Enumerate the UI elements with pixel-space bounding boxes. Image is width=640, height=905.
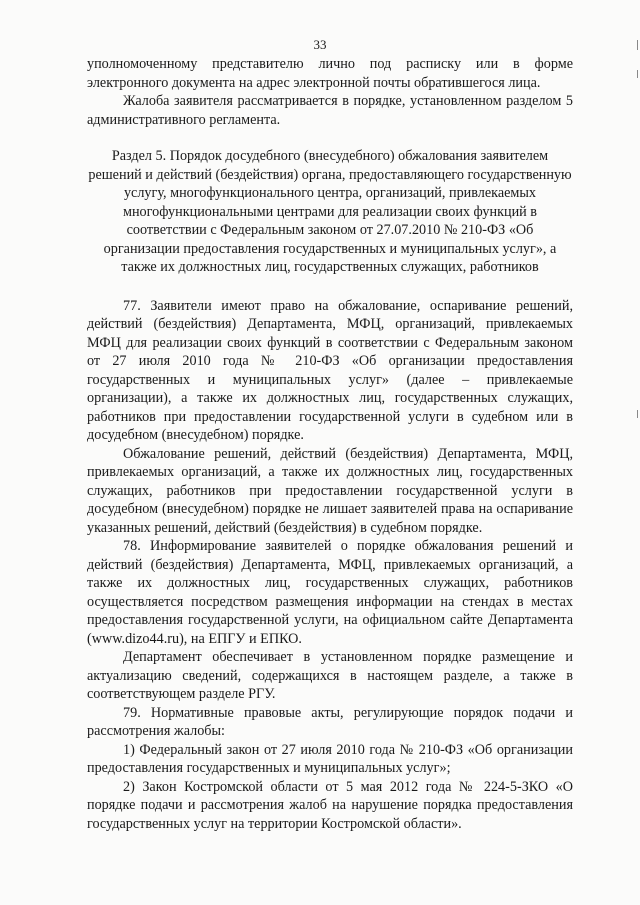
paragraph: 79. Нормативные правовые акты, регулирующие порядок подачи и рассмотрения жалобы: bbox=[87, 704, 573, 739]
page-number: 33 bbox=[313, 37, 327, 52]
list-item: 2) Закон Костромской области от 5 мая 2012 года № 224-5-ЗКО «О порядке подачи и рассмотрения жалоб на нарушение порядка предоставления государственных услуг на территории Костромской области». bbox=[87, 778, 573, 832]
paragraph: 77. Заявители имеют право на обжалование, оспаривание решений, действий (бездействия) Департамента, МФЦ, организаций, привлекаемых МФЦ для реализации своих функций в соответствии с Федеральным законом от 27 июля 2010 года № 210-ФЗ «Об организации предоставления государственных и муниципальных услуг» (далее – привлекаемые организации), а также их должностных лиц, государственных служащих, работников при предоставлении государственной услуги в судебном или в досудебном (внесудебном) порядке. bbox=[87, 297, 573, 443]
scan-edge-mark bbox=[637, 40, 638, 50]
paragraph: Жалоба заявителя рассматривается в порядке, установленном разделом 5 административного регламента. bbox=[87, 93, 573, 128]
section-heading: Раздел 5. Порядок досудебного (внесудебного) обжалования заявителем решений и действий (бездействия) органа, предоставляющего государственную услугу, многофункционального центра, организаций, привлекаемых многофункциональными центрами для реализации своих функций в соответствии с Федеральным законом от 27.07.2010 № 210-ФЗ «Об организации предоставления государственных и муниципальных услуг», а также их должностных лиц, государственных служащих, работников bbox=[88, 148, 572, 275]
paragraph: уполномоченному представителю лично под расписку или в форме электронного документа на адрес электронной почты обратившегося лица. bbox=[87, 56, 573, 91]
document-body bbox=[87, 55, 573, 833]
scan-edge-mark bbox=[637, 410, 638, 418]
paragraph: Обжалование решений, действий (бездействия) Департамента, МФЦ, привлекаемых организаций, а также их должностных лиц, государственных служащих, работников при предоставлении государственной услуги в досудебном (внесудебном) порядке не лишает заявителей права на оспаривание указанных решений, действий (бездействия) в судебном порядке. bbox=[87, 445, 573, 536]
paragraph: Департамент обеспечивает в установленном порядке размещение и актуализацию сведений, содержащихся в настоящем разделе, а также в соответствующем разделе РГУ. bbox=[87, 649, 573, 702]
scan-edge-mark bbox=[637, 70, 638, 78]
paragraph: 78. Информирование заявителей о порядке обжалования решений и действий (бездействия) Департамента, МФЦ, привлекаемых организаций, а также их должностных лиц, государственных служащих, работников осуществляется посредством размещения информации на стендах в местах предоставления государственной услуги, на официальном сайте Департамента (www.dizo44.ru), на ЕПГУ и ЕПКО. bbox=[87, 538, 573, 647]
list-item: 1) Федеральный закон от 27 июля 2010 года № 210-ФЗ «Об организации предоставления государственных и муниципальных услуг»; bbox=[87, 741, 573, 776]
